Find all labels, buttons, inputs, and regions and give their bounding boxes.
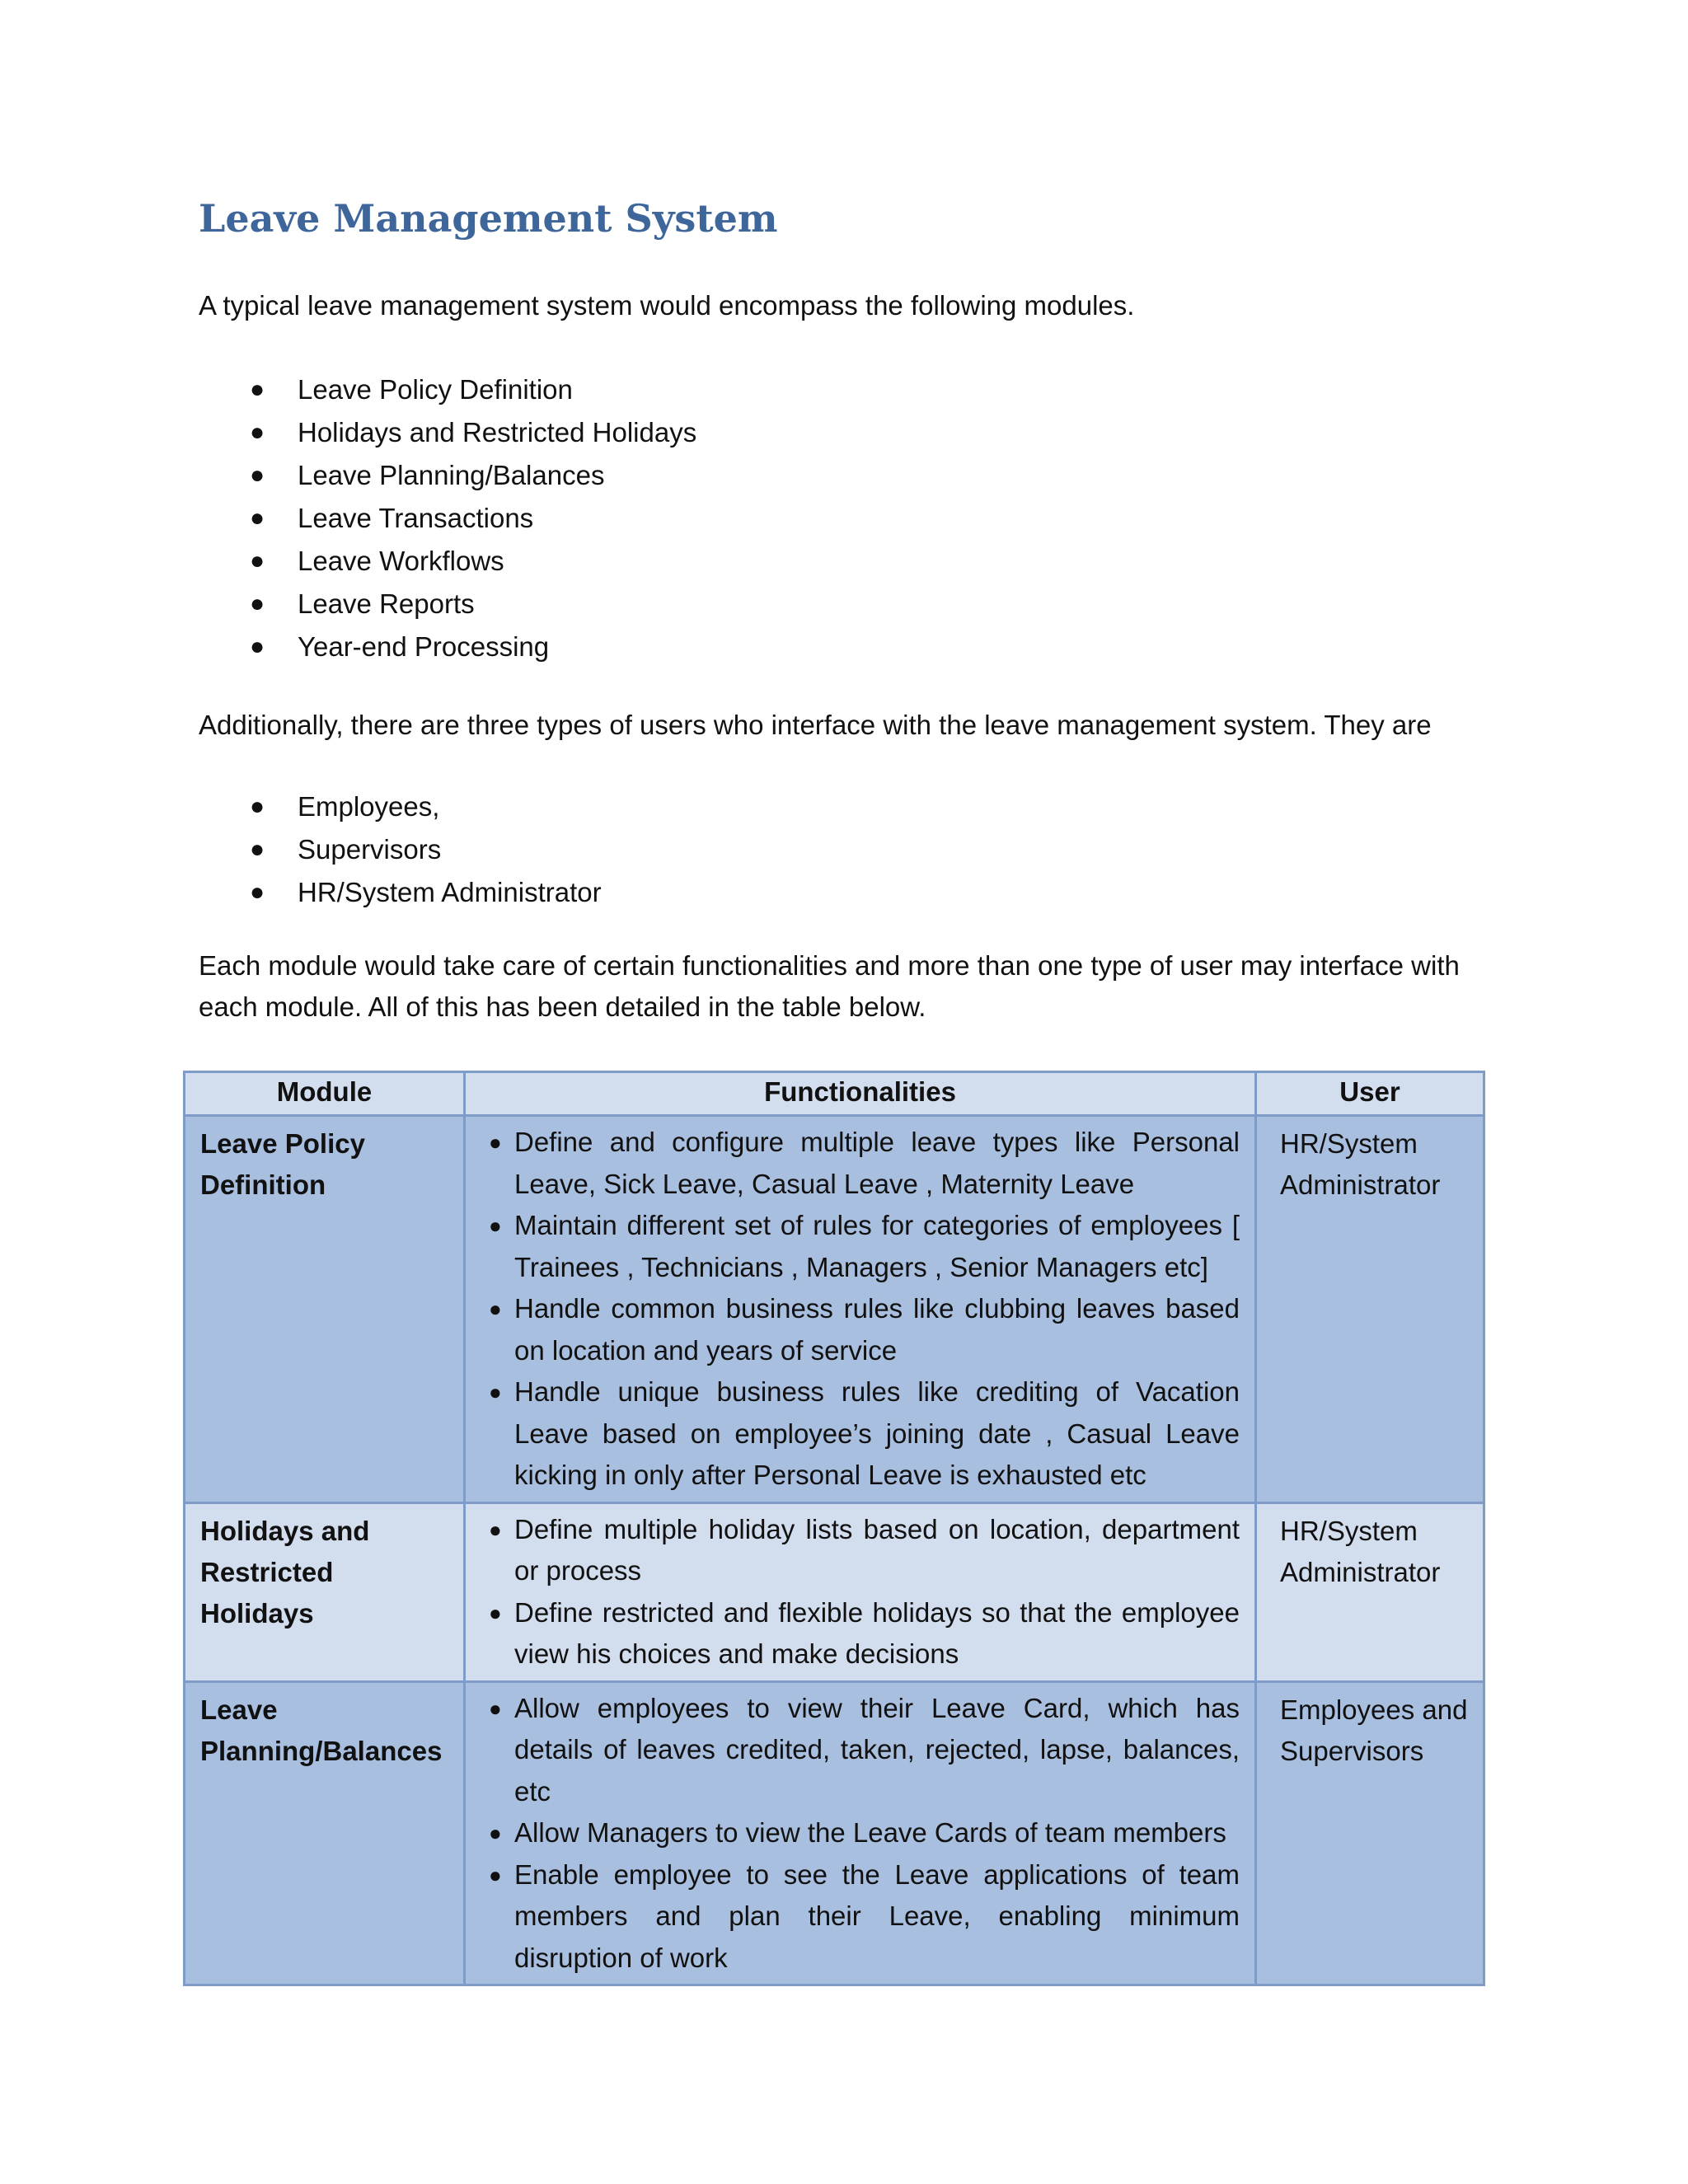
module-cell: Leave Policy Definition bbox=[185, 1116, 465, 1503]
list-item-text: Leave Policy Definition bbox=[298, 374, 573, 405]
bullet-icon: ● bbox=[250, 633, 265, 660]
column-header-functionalities: Functionalities bbox=[465, 1072, 1256, 1116]
list-item bbox=[199, 454, 696, 497]
list-item bbox=[199, 411, 696, 454]
bullet-icon: ● bbox=[489, 1380, 502, 1404]
functionality-item bbox=[484, 1592, 1240, 1675]
module-cell: Leave Planning/Balances bbox=[185, 1681, 465, 1985]
list-item-text: HR/System Administrator bbox=[298, 877, 602, 907]
list-item-text: Year-end Processing bbox=[298, 631, 550, 662]
users-intro-paragraph: Additionally, there are three types of users who interface with the leave management system. They are bbox=[199, 710, 1432, 740]
intro-paragraph: A typical leave management system would encompass the following modules. bbox=[199, 290, 1135, 321]
functionality-text: Maintain different set of rules for categories of employees [ Trainees , Technicians , Managers , Senior Managers etc] bbox=[514, 1210, 1240, 1282]
bullet-icon: ● bbox=[250, 879, 265, 906]
bullet-icon: ● bbox=[250, 547, 265, 574]
list-item-text: Leave Planning/Balances bbox=[298, 460, 605, 490]
functionality-item bbox=[484, 1122, 1240, 1205]
users-list bbox=[199, 785, 602, 914]
functionality-text: Define and configure multiple leave types like Personal Leave, Sick Leave, Casual Leave , Maternity Leave bbox=[514, 1127, 1240, 1199]
bullet-icon: ● bbox=[250, 462, 265, 489]
module-cell: Holidays and Restricted Holidays bbox=[185, 1502, 465, 1681]
list-item bbox=[199, 583, 696, 626]
list-item bbox=[199, 540, 696, 583]
modules-table bbox=[183, 1071, 1485, 1986]
functionality-item bbox=[484, 1688, 1240, 1813]
bullet-icon: ● bbox=[489, 1213, 502, 1238]
functionality-item bbox=[484, 1509, 1240, 1592]
bullet-icon: ● bbox=[250, 836, 265, 863]
functionality-text: Enable employee to see the Leave applications of team members and plan their Leave, enabling minimum disruption of work bbox=[514, 1858, 1240, 1973]
bullet-icon: ● bbox=[489, 1516, 502, 1542]
bullet-icon: ● bbox=[489, 1862, 502, 1887]
bullet-icon: ● bbox=[489, 1600, 502, 1625]
functionalities-cell bbox=[465, 1116, 1256, 1503]
functionality-text: Define restricted and flexible holidays so that the employee view his choices and make decisions bbox=[514, 1596, 1240, 1669]
table-row bbox=[185, 1116, 1484, 1503]
functionality-item bbox=[484, 1371, 1240, 1497]
page-title: Leave Management System bbox=[199, 196, 778, 241]
bullet-icon: ● bbox=[250, 419, 265, 446]
bullet-icon: ● bbox=[250, 504, 265, 532]
functionality-text: Allow Managers to view the Leave Cards of team members bbox=[514, 1817, 1226, 1848]
functionalities-cell bbox=[465, 1681, 1256, 1985]
functionality-text: Allow employees to view their Leave Card, which has details of leaves credited, taken, rejected, lapse, balances, etc bbox=[514, 1692, 1240, 1807]
bullet-icon: ● bbox=[250, 590, 265, 617]
list-item bbox=[199, 368, 696, 411]
list-item-text: Supervisors bbox=[298, 834, 442, 865]
column-header-module: Module bbox=[185, 1072, 465, 1116]
list-item bbox=[199, 785, 602, 828]
list-item-text: Employees, bbox=[298, 791, 440, 822]
bullet-icon: ● bbox=[489, 1130, 502, 1155]
table-header-row bbox=[185, 1072, 1484, 1116]
user-cell: HR/System Administrator bbox=[1256, 1116, 1484, 1503]
functionality-text: Define multiple holiday lists based on location, department or process bbox=[514, 1513, 1240, 1586]
user-cell: HR/System Administrator bbox=[1256, 1502, 1484, 1681]
functionalities-cell bbox=[465, 1502, 1256, 1681]
column-header-user: User bbox=[1256, 1072, 1484, 1116]
list-item bbox=[199, 871, 602, 914]
bullet-icon: ● bbox=[489, 1296, 502, 1321]
modules-list bbox=[199, 368, 696, 668]
functionality-item bbox=[484, 1854, 1240, 1980]
list-item-text: Holidays and Restricted Holidays bbox=[298, 417, 697, 448]
list-item-text: Leave Transactions bbox=[298, 503, 534, 533]
table-row bbox=[185, 1681, 1484, 1985]
table-row bbox=[185, 1502, 1484, 1681]
bullet-icon: ● bbox=[250, 793, 265, 820]
functionality-item bbox=[484, 1288, 1240, 1371]
bullet-icon: ● bbox=[489, 1821, 502, 1845]
functionality-item bbox=[484, 1812, 1240, 1854]
list-item bbox=[199, 497, 696, 540]
table-intro-paragraph: Each module would take care of certain functionalities and more than one type of user may interface with each module. All of this has been detailed in the table below. bbox=[199, 950, 1460, 1022]
list-item-text: Leave Workflows bbox=[298, 546, 504, 576]
functionality-text: Handle common business rules like clubbing leaves based on location and years of service bbox=[514, 1293, 1240, 1366]
list-item-text: Leave Reports bbox=[298, 588, 475, 619]
user-cell: Employees and Supervisors bbox=[1256, 1681, 1484, 1985]
functionality-item bbox=[484, 1205, 1240, 1288]
bullet-icon: ● bbox=[250, 376, 265, 403]
list-item bbox=[199, 626, 696, 668]
functionality-text: Handle unique business rules like crediting of Vacation Leave based on employee’s joining date , Casual Leave kicking in only after Personal Leave is exhausted etc bbox=[514, 1376, 1240, 1490]
list-item bbox=[199, 828, 602, 871]
bullet-icon: ● bbox=[489, 1695, 502, 1721]
